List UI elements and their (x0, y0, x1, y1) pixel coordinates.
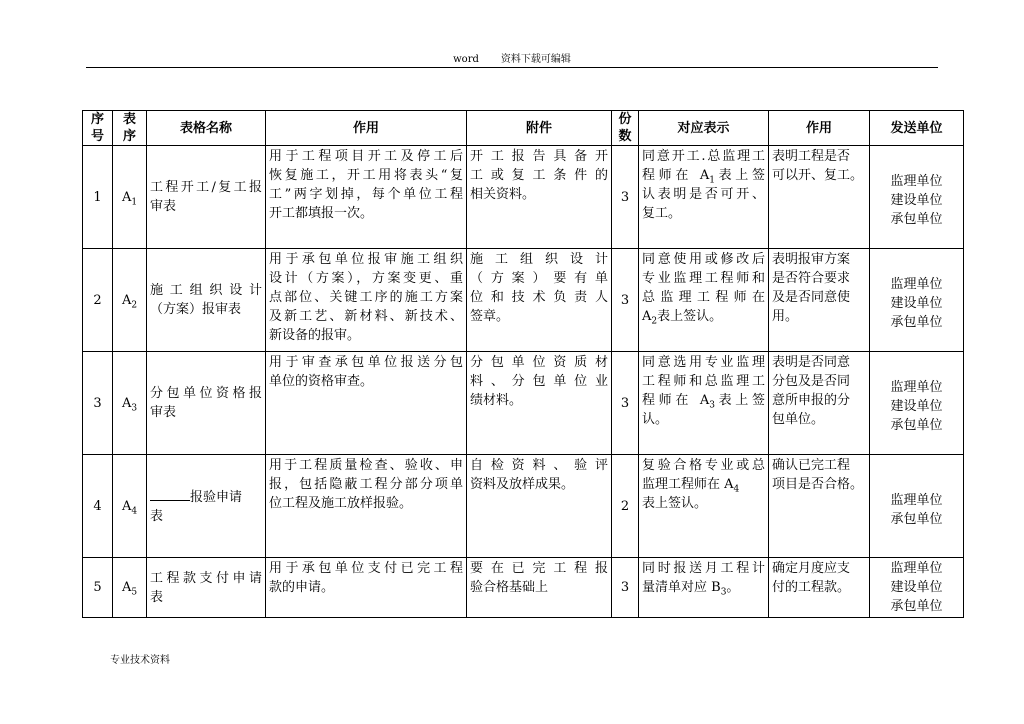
row-indication: 同意选用专业监理 工程师和总监理工 程师在 $A_3$表上签 认。 (639, 352, 769, 455)
row-recipients: 监理单位 建设单位 承包单位 (870, 249, 964, 352)
row-seq: $A_2$ (113, 249, 147, 352)
row-indication: 同意开工.总监理工 程师在 $A_1$表上签 认表明是否可开、 复工。 (639, 146, 769, 249)
row-recipients: 监理单位 建设单位 承包单位 (870, 352, 964, 455)
col-seq: 表 序 (113, 111, 147, 146)
row-copies: 3 (612, 146, 639, 249)
row-attachment: 施工组织设计 （方案）要有单 位和技术负责人 签章。 (467, 249, 612, 352)
col-indication: 对应表示 (639, 111, 769, 146)
row-form-name: 报验申请 表 (147, 455, 266, 558)
col-purpose: 作用 (266, 111, 467, 146)
row-attachment: 要在已完工程报 验合格基础上 (467, 558, 612, 618)
row-effect: 确认已完工程 项目是否合格。 (769, 455, 870, 558)
forms-table (82, 110, 964, 618)
row-attachment: 开工报告具备开 工或复工条件的 相关资料。 (467, 146, 612, 249)
table-row (83, 558, 964, 618)
row-form-name: 施工组织设计 （方案）报审表 (147, 249, 266, 352)
row-purpose: 用于工程质量检查、验收、申 报，包括隐蔽工程分部分项单 位工程及施工放样报验。 (266, 455, 467, 558)
row-copies: 2 (612, 455, 639, 558)
page-footer: 专业技术资料 (110, 655, 170, 666)
row-seq: $A_1$ (113, 146, 147, 249)
row-purpose: 用于承包单位报审施工组织 设计（方案），方案变更、重 点部位、关键工序的施工方案 及新工艺、新材料、新技术、 新设备的报审。 (266, 249, 467, 352)
row-purpose: 用于工程项目开工及停工后 恢复施工，开工用将表头“复 工”两字划掉，每个单位工程 开工都填报一次。 (266, 146, 467, 249)
row-seq: $A_4$ (113, 455, 147, 558)
row-no: 1 (83, 146, 113, 249)
row-recipients: 监理单位 建设单位 承包单位 (870, 146, 964, 249)
col-recipients: 发送单位 (870, 111, 964, 146)
row-no: 3 (83, 352, 113, 455)
row-indication: 复验合格专业或总 监理工程师在 $A_4$ 表上签认。 (639, 455, 769, 558)
row-no: 5 (83, 558, 113, 618)
row-copies: 3 (612, 558, 639, 618)
table-row (83, 455, 964, 558)
header-rule (86, 67, 938, 68)
row-form-name: 工程款支付申请 表 (147, 558, 266, 618)
row-effect: 表明是否同意 分包及是否同 意所申报的分 包单位。 (769, 352, 870, 455)
fill-in-blank (150, 487, 190, 501)
header-left: word (453, 54, 479, 65)
col-name: 表格名称 (147, 111, 266, 146)
header-right: 资料下载可编辑 (500, 54, 571, 65)
row-form-name: 工程开工/复工报 审表 (147, 146, 266, 249)
row-seq: $A_3$ (113, 352, 147, 455)
row-no: 4 (83, 455, 113, 558)
row-form-name: 分包单位资格报 审表 (147, 352, 266, 455)
row-recipients: 监理单位 建设单位 承包单位 (870, 558, 964, 618)
row-effect: 表明报审方案 是否符合要求 及是否同意使 用。 (769, 249, 870, 352)
row-seq: $A_5$ (113, 558, 147, 618)
row-copies: 3 (612, 249, 639, 352)
col-no: 序 号 (83, 111, 113, 146)
table-row (83, 249, 964, 352)
col-attachment: 附件 (467, 111, 612, 146)
row-attachment: 自检资料、验评 资料及放样成果。 (467, 455, 612, 558)
col-effect: 作用 (769, 111, 870, 146)
row-purpose: 用于审查承包单位报送分包 单位的资格审查。 (266, 352, 467, 455)
row-purpose: 用于承包单位支付已完工程 款的申请。 (266, 558, 467, 618)
col-copies: 份 数 (612, 111, 639, 146)
row-no: 2 (83, 249, 113, 352)
page-header (0, 50, 1024, 65)
row-indication: 同意使用或修改后 专业监理工程师和 总监理工程师在 $A_2$表上签认。 (639, 249, 769, 352)
header-row (83, 111, 964, 146)
row-copies: 3 (612, 352, 639, 455)
row-recipients: 监理单位 承包单位 (870, 455, 964, 558)
row-indication: 同时报送月工程计 量清单对应 $B_3$。 (639, 558, 769, 618)
row-attachment: 分包单位资质材 料、分包单位业 绩材料。 (467, 352, 612, 455)
table-row (83, 352, 964, 455)
row-effect: 表明工程是否 可以开、复工。 (769, 146, 870, 249)
row-effect: 确定月度应支 付的工程款。 (769, 558, 870, 618)
table-row (83, 146, 964, 249)
